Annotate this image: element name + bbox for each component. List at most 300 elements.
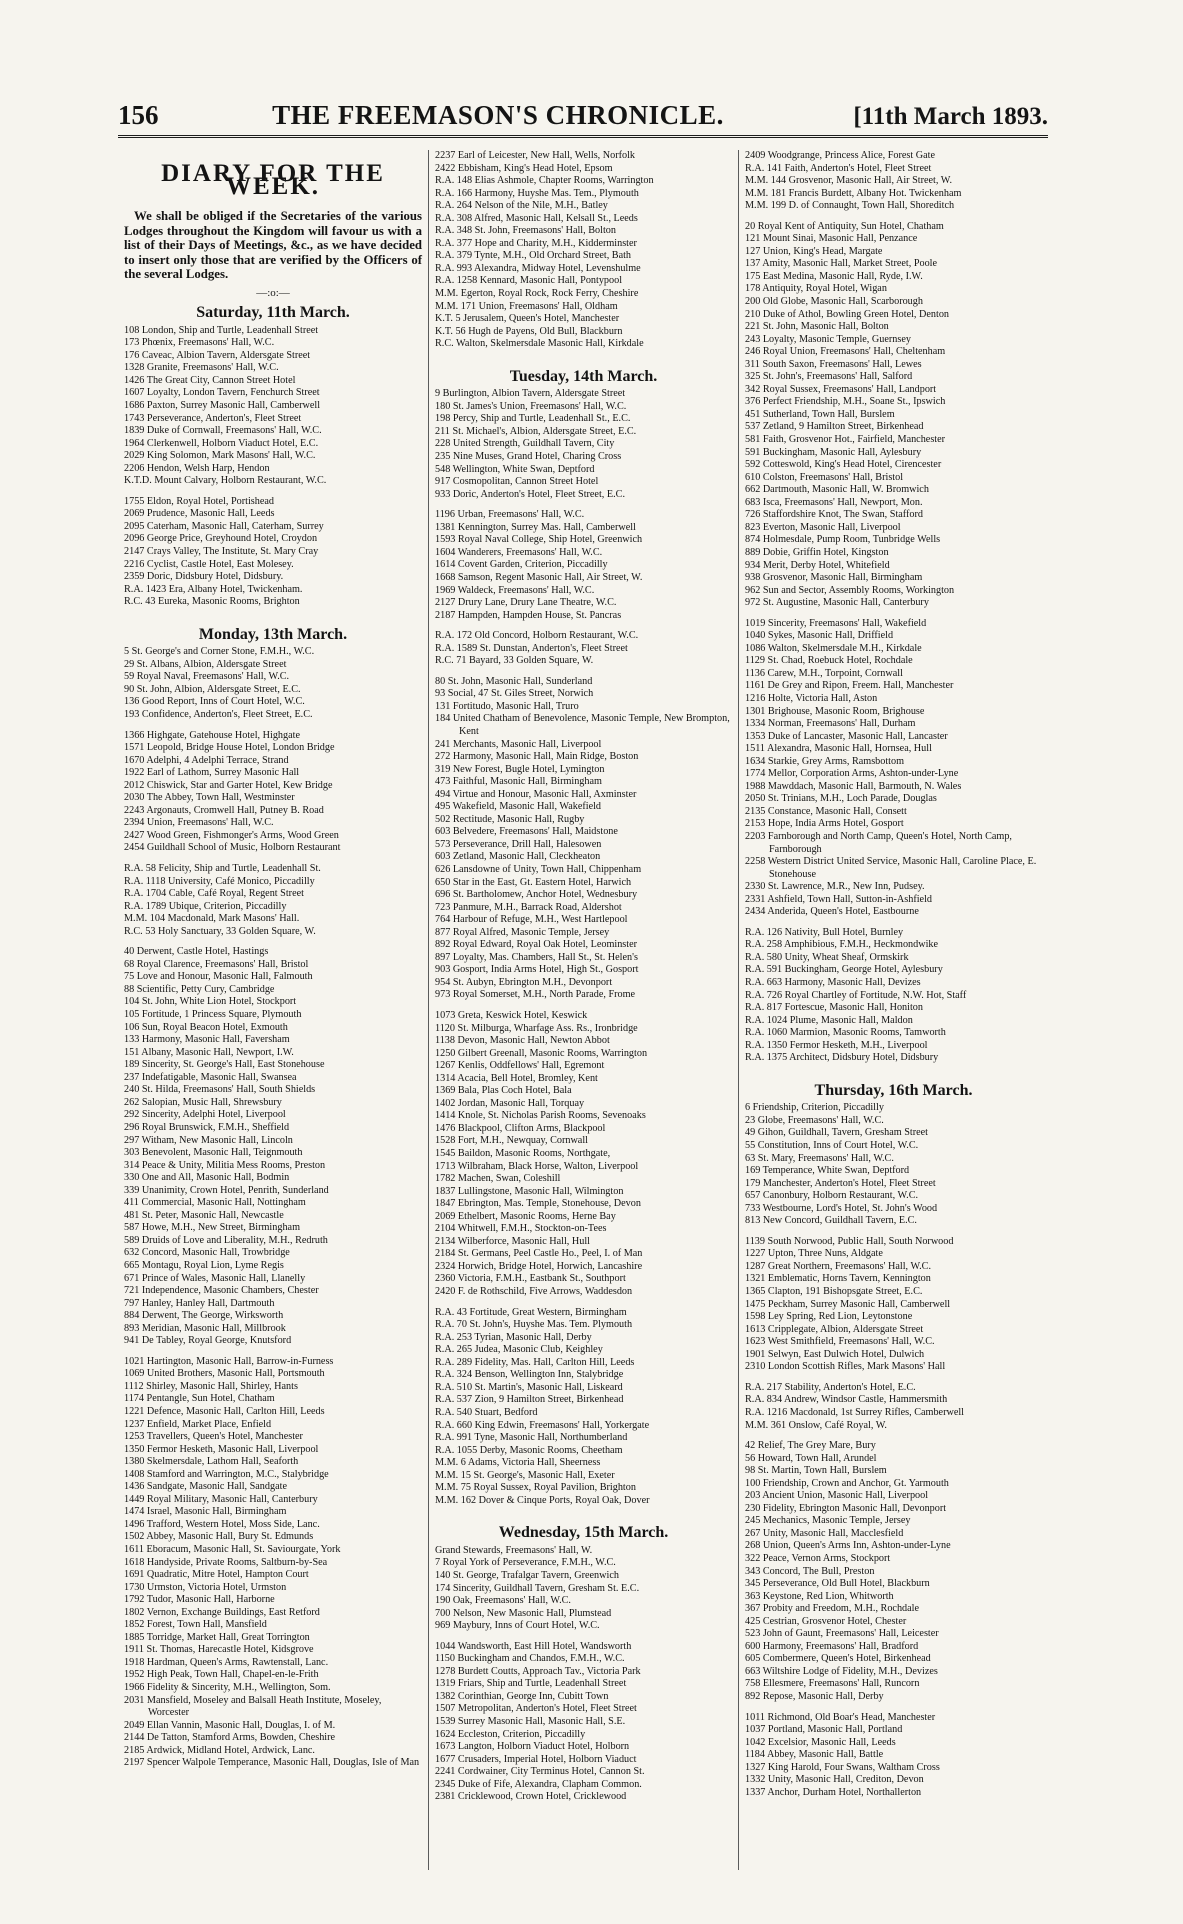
lodge-entry: 671 Prince of Wales, Masonic Hall, Llanelly [124,1272,306,1284]
lodge-entry: R.A. 660 King Edwin, Freemasons' Hall, Yorkergate [435,1419,650,1431]
lodge-entry: M.M. 199 D. of Connaught, Town Hall, Shoreditch [745,200,955,212]
lodge-entry: 592 Cotteswold, King's Head Hotel, Cirencester [745,459,942,471]
lodge-entry: R.A. 726 Royal Chartley of Fortitude, N.W. Hot, Staff [745,989,967,1001]
lodge-entry: 230 Fidelity, Ebrington Masonic Hall, Devonport [745,1502,947,1514]
lodge-entry: 42 Relief, The Grey Mare, Bury [745,1440,876,1452]
lodge-entry: 2147 Crays Valley, The Institute, St. Mary Cray [124,545,319,557]
lodge-entry: 1174 Pentangle, Sun Hotel, Chatham [124,1393,275,1405]
lodge-entry: R.A. 264 Nelson of the Nile, M.H., Batley [435,200,608,212]
lodge-entry: 1321 Emblematic, Horns Tavern, Kennington [745,1273,931,1285]
lodge-entry: 473 Faithful, Masonic Hall, Birmingham [435,776,602,788]
lodge-entry: 1120 St. Milburga, Wharfage Ass. Rs., Ironbridge [435,1022,638,1034]
lodge-entry: 2241 Cordwainer, City Terminus Hotel, Cannon St. [435,1766,645,1778]
lodge-entry: M.M. 361 Onslow, Café Royal, W. [745,1419,887,1431]
lodge-entry: 1966 Fidelity & Sincerity, M.H., Wellington, Som. [124,1682,331,1694]
lodge-entry: 2216 Cyclist, Castle Hotel, East Molesey. [124,558,294,570]
lodge-entry: R.A. 379 Tynte, M.H., Old Orchard Street, Bath [435,250,632,262]
lodge-entry: 813 New Concord, Guildhall Tavern, E.C. [745,1215,917,1227]
lodge-entry: 240 St. Hilda, Freemasons' Hall, South Shields [124,1084,316,1096]
lodge-entry: R.A. 1024 Plume, Masonic Hall, Maldon [745,1014,913,1026]
lodge-entry: 1539 Surrey Masonic Hall, Masonic Hall, S.E. [435,1715,626,1727]
lodge-entry: 2096 George Price, Greyhound Hotel, Croydon [124,533,318,545]
lodge-entry: 297 Witham, New Masonic Hall, Lincoln [124,1134,293,1146]
lodge-entry: 68 Royal Clarence, Freemasons' Hall, Bristol [124,958,309,970]
lodge-entry: 1129 St. Chad, Roebuck Hotel, Rochdale [745,655,913,667]
lodge-entry: 1334 Norman, Freemasons' Hall, Durham [745,718,916,730]
lodge-entry: 190 Oak, Freemasons' Hall, W.C. [435,1595,571,1607]
lodge-entry: 451 Sutherland, Town Hall, Burslem [745,408,895,420]
lodge-entry: K.T. 5 Jerusalem, Queen's Hotel, Manchester [435,313,620,325]
lodge-entry: 2197 Spencer Walpole Temperance, Masonic Hall, Douglas, Isle of Man [124,1757,420,1769]
lodge-entry: 1414 Knole, St. Nicholas Parish Rooms, Sevenoaks [435,1110,646,1122]
lodge-entry: 917 Cosmopolitan, Cannon Street Hotel [435,476,599,488]
lodge-entry: 55 Constitution, Inns of Court Hotel, W.C. [745,1140,919,1152]
lodge-entry: 1969 Waldeck, Freemasons' Hall, W.C. [435,584,595,596]
lodge-entry: 1350 Fermor Hesketh, Masonic Hall, Liverpool [124,1443,319,1455]
lodge-entry: 325 St. John's, Freemasons' Hall, Salford [745,371,913,383]
lodge-entry: R.A. 991 Tyne, Masonic Hall, Northumberland [435,1432,628,1444]
lodge-entry: R.A. 663 Harmony, Masonic Hall, Devizes [745,977,921,988]
day-heading: Thursday, 16th March. [814,1081,973,1099]
lodge-entry: 548 Wellington, White Swan, Deptford [435,463,595,475]
lodge-entry: 969 Maybury, Inns of Court Hotel, W.C. [435,1620,600,1632]
lodge-entry: 2134 Wilberforce, Masonic Hall, Hull [435,1235,591,1247]
lodge-entry: 954 St. Aubyn, Ebrington M.H., Devonport [435,976,613,988]
lodge-entry: R.A. 1350 Fermor Hesketh, M.H., Liverpool [745,1039,928,1051]
lodge-entry: 973 Royal Somerset, M.H., North Parade, Frome [435,989,636,1001]
lodge-entry: 241 Merchants, Masonic Hall, Liverpool [435,738,602,750]
lodge-entry: M.M. 181 Francis Burdett, Albany Hot. Twickenham [745,187,962,199]
lodge-entry: 376 Perfect Friendship, M.H., Soane St., Ipswich [745,396,946,408]
lodge-entry: 211 St. Michael's, Albion, Aldersgate Street, E.C. [435,425,637,437]
lodge-entry: 1607 Loyalty, London Tavern, Fenchurch Street [124,387,320,399]
lodge-entry: 2324 Horwich, Bridge Hotel, Horwich, Lancashire [435,1260,643,1272]
lodge-entry: 1382 Corinthian, George Inn, Cubitt Town [435,1690,609,1702]
lodge-entry: 6 Friendship, Criterion, Piccadilly [745,1102,884,1114]
lodge-entry: 700 Nelson, New Masonic Hall, Plumstead [435,1607,612,1619]
lodge-entry: R.A. 993 Alexandra, Midway Hotel, Levenshulme [435,262,641,274]
lodge-entry: 1073 Greta, Keswick Hotel, Keswick [435,1010,588,1021]
lodge-entry: 1624 Eccleston, Criterion, Piccadilly [435,1728,586,1740]
lodge-entry: 1792 Tudor, Masonic Hall, Harborne [124,1594,275,1606]
lodge-entry: 292 Sincerity, Adelphi Hotel, Liverpool [124,1109,286,1121]
lodge-entry: 93 Social, 47 St. Giles Street, Norwich [435,688,594,700]
lodge-entry: M.M. Egerton, Royal Rock, Rock Ferry, Cheshire [435,288,639,300]
lodge-entry: 1604 Wanderers, Freemasons' Hall, W.C. [435,546,603,558]
lodge-entry: 726 Staffordshire Knot, The Swan, Stafford [745,509,923,521]
lodge-entry: 603 Zetland, Masonic Hall, Cleckheaton [435,851,601,863]
lodge-entry: 523 John of Gaunt, Freemasons' Hall, Leicester [745,1628,939,1640]
lodge-entry: R.A. 1375 Architect, Didsbury Hotel, Didsbury [745,1052,939,1064]
page-header [118,90,1048,138]
lodge-entry: R.A. 1060 Marmion, Masonic Rooms, Tamworth [745,1027,946,1039]
lodge-entry: 176 Caveac, Albion Tavern, Aldersgate Street [124,349,311,361]
column-3 [738,150,1048,1870]
lodge-entry: 272 Harmony, Masonic Hall, Main Ridge, Boston [435,751,639,763]
lodge-entry: 1507 Metropolitan, Anderton's Hotel, Fleet Street [435,1703,637,1715]
lodge-entry: 237 Indefatigable, Masonic Hall, Swansea [124,1071,297,1083]
lodge-entry: 193 Confidence, Anderton's, Fleet Street, E.C. [124,709,313,720]
diary-separator: —:o:— [256,286,290,299]
lodge-entry: M.M. 15 St. George's, Masonic Hall, Exeter [435,1469,615,1481]
day-heading: Wednesday, 15th March. [498,1524,669,1542]
lodge-entry: 1436 Sandgate, Masonic Hall, Sandgate [124,1481,287,1493]
lodge-entry: 626 Lansdowne of Unity, Town Hall, Chippenham [435,863,642,875]
lodge-entry: 1614 Covent Garden, Criterion, Piccadilly [435,559,608,571]
lodge-entry: R.A. 348 St. John, Freemasons' Hall, Bolton [435,225,616,237]
lodge-entry: 823 Everton, Masonic Hall, Liverpool [745,521,901,533]
lodge-entry: 581 Faith, Grosvenor Hot., Fairfield, Manchester [745,434,946,446]
lodge-entry: 1885 Torridge, Market Hall, Great Torrington [124,1631,310,1643]
lodge-entry: 2144 De Tatton, Stamford Arms, Bowden, Cheshire [124,1732,336,1744]
lodge-entry: 481 St. Peter, Masonic Hall, Newcastle [124,1209,284,1221]
lodge-entry: 721 Independence, Masonic Chambers, Chester [124,1285,319,1297]
lodge-entry: R.A. 1423 Era, Albany Hotel, Twickenham. [124,583,303,595]
lodge-entry: 1353 Duke of Lancaster, Masonic Hall, Lancaster [745,730,948,742]
lodge-entry: 1618 Handyside, Private Rooms, Saltburn-by-Sea [124,1556,328,1568]
lodge-entry: 1474 Israel, Masonic Hall, Birmingham [124,1506,287,1518]
lodge-entry: 178 Antiquity, Royal Hotel, Wigan [745,283,887,295]
lodge-entry: 189 Sincerity, St. George's Hall, East Stonehouse [124,1059,325,1071]
lodge-entry: Grand Stewards, Freemasons' Hall, W. [435,1544,593,1556]
lodge-entry: 1086 Walton, Skelmersdale M.H., Kirkdale [745,642,922,654]
lodge-entry: R.C. 43 Eureka, Masonic Rooms, Brighton [124,596,300,608]
lodge-entry: 267 Unity, Masonic Hall, Macclesfield [745,1527,904,1539]
lodge-entry: 59 Royal Naval, Freemasons' Hall, W.C. [124,671,290,683]
lodge-entry: 797 Hanley, Hanley Hall, Dartmouth [124,1297,275,1309]
lodge-entry: 221 St. John, Masonic Hall, Bolton [745,321,889,333]
lodge-entry: 662 Dartmouth, Masonic Hall, W. Bromwich [745,484,929,496]
lodge-entry: 1328 Granite, Freemasons' Hall, W.C. [124,362,279,374]
lodge-entry: 2127 Drury Lane, Drury Lane Theatre, W.C. [435,597,617,609]
lodge-entry: 1952 High Peak, Town Hall, Chapel-en-le-Frith [124,1669,319,1681]
lodge-entry: 2184 St. Germans, Peel Castle Ho., Peel, I. of Man [435,1248,643,1260]
lodge-entry: 1011 Richmond, Old Boar's Head, Manchester [745,1711,936,1723]
lodge-entry: M.M. 171 Union, Freemasons' Hall, Oldham [435,300,618,312]
lodge-entry: 733 Westbourne, Lord's Hotel, St. John's Wood [745,1202,938,1214]
lodge-entry: 175 East Medina, Masonic Hall, Ryde, I.W. [745,270,923,282]
lodge-entry: R.C. 53 Holy Sanctuary, 33 Golden Square, W. [124,925,316,937]
day-heading: Tuesday, 14th March. [509,367,658,385]
lodge-entry: 2069 Ethelbert, Masonic Rooms, Herne Bay [435,1210,616,1222]
lodge-entry: 40 Derwent, Castle Hotel, Hastings [124,946,269,958]
lodge-entry: 903 Gosport, India Arms Hotel, High St., Gosport [435,964,639,976]
lodge-entry: 2345 Duke of Fife, Alexandra, Clapham Common. [435,1778,642,1790]
issue-date: [11th March 1893. [853,103,1048,130]
lodge-entry: 319 New Forest, Bugle Hotel, Lymington [435,763,605,775]
lodge-entry: R.A. 537 Zion, 9 Hamilton Street, Birkenhead [435,1394,624,1406]
lodge-entry: 184 United Chatham of Benevolence, Masonic Temple, New Brompton, Kent [435,713,730,737]
lodge-entry: 425 Cestrian, Grosvenor Hotel, Chester [745,1615,907,1627]
lodge-entry: 1369 Bala, Plas Coch Hotel, Bala [435,1085,572,1097]
lodge-entry: 9 Burlington, Albion Tavern, Aldersgate Street [435,388,626,400]
lodge-entry: 962 Sun and Sector, Assembly Rooms, Workington [745,584,955,596]
lodge-entry: 49 Gihon, Guildhall, Tavern, Gresham Street [745,1127,929,1139]
lodge-entry: 1774 Mellor, Corporation Arms, Ashton-under-Lyne [745,768,959,780]
lodge-entry: 1686 Paxton, Surrey Masonic Hall, Camberwell [124,399,321,411]
lodge-entry: 1922 Earl of Lathom, Surrey Masonic Hall [124,767,300,779]
lodge-entry: 235 Nine Muses, Grand Hotel, Charing Cross [435,451,622,463]
lodge-entry: 1139 South Norwood, Public Hall, South Norwood [745,1235,954,1247]
lodge-entry: 2030 The Abbey, Town Hall, Westminster [124,792,295,804]
lodge-entry: 1691 Quadratic, Mitre Hotel, Hampton Court [124,1569,309,1581]
lodge-entry: R.A. 591 Buckingham, George Hotel, Aylesbury [745,964,943,976]
column-2 [428,150,738,1870]
lodge-entry: 246 Royal Union, Freemasons' Hall, Cheltenham [745,346,946,358]
lodge-entry: 1044 Wandsworth, East Hill Hotel, Wandsworth [435,1640,632,1652]
lodge-entry: R.A. 141 Faith, Anderton's Hotel, Fleet Street [745,162,932,174]
lodge-entry: 1571 Leopold, Bridge House Hotel, London Bridge [124,742,335,754]
lodge-entry: 2427 Wood Green, Fishmonger's Arms, Wood Green [124,829,339,841]
lodge-entry: 330 One and All, Masonic Hall, Bodmin [124,1172,290,1184]
lodge-entry: 1136 Carew, M.H., Torpoint, Cornwall [745,667,903,679]
lodge-entry: 151 Albany, Masonic Hall, Newport, I.W. [124,1046,294,1058]
lodge-entry: 106 Sun, Royal Beacon Hotel, Exmouth [124,1021,288,1033]
lodge-entry: 934 Merit, Derby Hotel, Whitefield [745,559,890,571]
lodge-entry: 1713 Wilbraham, Black Horse, Walton, Liverpool [435,1160,639,1172]
lodge-entry: 1673 Langton, Holborn Viaduct Hotel, Holborn [435,1741,630,1753]
lodge-entry: 1042 Excelsior, Masonic Hall, Leeds [745,1736,896,1748]
lodge-entry: 1449 Royal Military, Masonic Hall, Canterbury [124,1493,318,1505]
lodge-entry: 2012 Chiswick, Star and Garter Hotel, Kew Bridge [124,779,333,791]
lodge-entry: R.A. 217 Stability, Anderton's Hotel, E.C. [745,1381,916,1393]
lodge-entry: 2104 Whitwell, F.M.H., Stockton-on-Tees [435,1223,607,1235]
lodge-entry: 1161 De Grey and Ripon, Freem. Hall, Manchester [745,680,954,692]
lodge-entry: 884 Derwent, The George, Wirksworth [124,1310,284,1322]
lodge-entry: M.M. 75 Royal Sussex, Royal Pavilion, Brighton [435,1482,636,1494]
lodge-entry: 342 Royal Sussex, Freemasons' Hall, Landport [745,383,937,395]
lodge-entry: 2203 Farnborough and North Camp, Queen's Hotel, North Camp, Farnborough [745,830,1012,855]
lodge-entry: R.A. 1704 Cable, Café Royal, Regent Street [124,888,304,900]
journal-title: THE FREEMASON'S CHRONICLE. [272,100,724,130]
lodge-entry: 1314 Acacia, Bell Hotel, Bromley, Kent [435,1072,598,1084]
lodge-entry: 20 Royal Kent of Antiquity, Sun Hotel, Chatham [745,220,944,232]
lodge-entry: 7 Royal York of Perseverance, F.M.H., W.C. [435,1557,616,1569]
lodge-entry: R.C. 71 Bayard, 33 Golden Square, W. [435,655,594,667]
lodge-entry: 1287 Great Northern, Freemasons' Hall, W.C. [745,1260,932,1272]
lodge-entry: R.A. 126 Nativity, Bull Hotel, Burnley [745,926,904,938]
lodge-entry: 1366 Highgate, Gatehouse Hotel, Highgate [124,729,300,741]
lodge-entry: 573 Perseverance, Drill Hall, Halesowen [435,838,602,850]
lodge-entry: 2135 Constance, Masonic Hall, Consett [745,805,907,817]
lodge-entry: 683 Isca, Freemasons' Hall, Newport, Mon. [745,496,923,508]
lodge-entry: 1528 Fort, M.H., Newquay, Cornwall [435,1135,588,1147]
lodge-entry: 180 St. James's Union, Freemasons' Hall, W.C. [435,400,627,412]
lodge-entry: 1677 Crusaders, Imperial Hotel, Holborn Viaduct [435,1753,637,1765]
lodge-entry: 174 Sincerity, Guildhall Tavern, Gresham St. E.C. [435,1582,640,1594]
lodge-entry: 1301 Brighouse, Masonic Room, Brighouse [745,705,925,717]
lodge-entry: 1184 Abbey, Masonic Hall, Battle [745,1749,884,1761]
lodge-entry: 1319 Friars, Ship and Turtle, Leadenhall Street [435,1678,627,1690]
lodge-entry: R.A. 166 Harmony, Huyshe Mas. Tem., Plymouth [435,187,639,199]
lodge-entry: R.A. 43 Fortitude, Great Western, Birmingham [435,1306,627,1318]
lodge-entry: 1221 Defence, Masonic Hall, Carlton Hill, Leeds [124,1405,325,1417]
diary-title: DIARY FOR THE WEEK. [161,160,385,200]
lodge-entry: R.A. 258 Amphibious, F.M.H., Heckmondwike [745,939,939,951]
lodge-entry: 345 Perseverance, Old Bull Hotel, Blackburn [745,1578,930,1590]
lodge-entry: 1150 Buckingham and Chandos, F.M.H., W.C. [435,1653,625,1665]
lodge-entry: 2258 Western District United Service, Masonic Hall, Caroline Place, E. Stonehouse [745,856,1037,880]
lodge-entry: 587 Howe, M.H., New Street, Birmingham [124,1222,300,1234]
lodge-entry: 1511 Alexandra, Masonic Hall, Hornsea, Hull [745,743,932,755]
lodge-entry: 610 Colston, Freemasons' Hall, Bristol [745,471,904,483]
lodge-entry: 2360 Victoria, F.M.H., Eastbank St., Southport [435,1273,626,1285]
lodge-entry: 2330 St. Lawrence, M.R., New Inn, Pudsey. [745,881,925,893]
lodge-entry: 1901 Selwyn, East Dulwich Hotel, Dulwich [745,1348,925,1360]
lodge-entry: 941 De Tabley, Royal George, Knutsford [124,1335,292,1347]
lodge-entry: R.A. 1055 Derby, Masonic Rooms, Cheetham [435,1444,623,1456]
lodge-entry: 2049 Ellan Vannin, Masonic Hall, Douglas, I. of M. [124,1719,336,1731]
lodge-entry: 758 Ellesmere, Freemasons' Hall, Runcorn [745,1678,920,1690]
lodge-entry: 1327 King Harold, Four Swans, Waltham Cross [745,1761,940,1773]
lodge-entry: 90 St. John, Albion, Aldersgate Street, E.C. [124,683,301,695]
lodge-entry: 2454 Guildhall School of Music, Holborn Restaurant [124,842,341,854]
lodge-entry: 972 St. Augustine, Masonic Hall, Canterbury [745,597,929,609]
lodge-entry: 1802 Vernon, Exchange Buildings, East Retford [124,1606,320,1618]
lodge-entry: R.A. 324 Benson, Wellington Inn, Stalybridge [435,1369,624,1381]
lodge-entry: 56 Howard, Town Hall, Arundel [745,1452,877,1464]
lodge-entry: 98 St. Martin, Town Hall, Burslem [745,1465,887,1477]
lodge-entry: 494 Virtue and Honour, Masonic Hall, Axminster [435,788,637,800]
lodge-entry: 2420 F. de Rothschild, Five Arrows, Waddesdon [435,1286,633,1298]
lodge-entry: 665 Montagu, Royal Lion, Lyme Regis [124,1259,284,1271]
lodge-entry: 322 Peace, Vernon Arms, Stockport [745,1552,891,1564]
lodge-entry: 23 Globe, Freemasons' Hall, W.C. [745,1114,884,1126]
lodge-entry: 1237 Enfield, Market Place, Enfield [124,1418,272,1430]
lodge-entry: 203 Ancient Union, Masonic Hall, Liverpool [745,1490,929,1502]
lodge-entry: 1852 Forest, Town Hall, Mansfield [124,1619,267,1631]
lodge-entry: 198 Percy, Ship and Turtle, Leadenhall St., E.C. [435,413,631,425]
lodge-entry: 108 London, Ship and Turtle, Leadenhall Street [124,324,319,336]
lodge-entry: 657 Canonbury, Holborn Restaurant, W.C. [745,1190,919,1202]
lodge-entry: 1227 Upton, Three Nuns, Aldgate [745,1248,883,1260]
lodge-entry: M.M. 6 Adams, Victoria Hall, Sheerness [435,1457,601,1469]
lodge-entry: R.A. 289 Fidelity, Mas. Hall, Carlton Hill, Leeds [435,1356,635,1368]
lodge-entry: 2331 Ashfield, Town Hall, Sutton-in-Ashfield [745,893,932,905]
page-number: 156 [118,100,159,130]
lodge-entry: 589 Druids of Love and Liberality, M.H., Redruth [124,1234,328,1246]
lodge-entry: 2069 Prudence, Masonic Hall, Leeds [124,508,275,520]
lodge-entry: 1365 Clapton, 191 Bishopsgate Street, E.C. [745,1286,923,1298]
lodge-entry: 1847 Ebrington, Mas. Temple, Stonehouse, Devon [435,1198,641,1210]
day-heading: Monday, 13th March. [198,625,348,643]
lodge-entry: 1278 Burdett Coutts, Approach Tav., Victoria Park [435,1665,641,1677]
lodge-entry: R.A. 253 Tyrian, Masonic Hall, Derby [435,1331,592,1343]
lodge-entry: 363 Keystone, Red Lion, Whitworth [745,1590,894,1602]
lodge-entry: 1250 Gilbert Greenall, Masonic Rooms, Warrington [435,1047,648,1059]
lodge-entry: 2206 Hendon, Welsh Harp, Hendon [124,462,270,474]
lodge-entry: 1267 Kenlis, Oddfellows' Hall, Egremont [435,1060,605,1072]
lodge-entry: R.A. 265 Judea, Masonic Club, Keighley [435,1344,603,1356]
lodge-entry: R.A. 580 Unity, Wheat Sheaf, Ormskirk [745,951,909,963]
lodge-entry: 600 Harmony, Freemasons' Hall, Bradford [745,1640,919,1652]
lodge-entry: 1337 Anchor, Durham Hotel, Northallerton [745,1786,922,1798]
lodge-entry: 5 St. George's and Corner Stone, F.M.H., W.C. [124,646,315,658]
lodge-entry: 2237 Earl of Leicester, New Hall, Wells, Norfolk [435,150,636,161]
lodge-entry: 591 Buckingham, Masonic Hall, Aylesbury [745,446,922,458]
diary-intro: We shall be obliged if the Secretaries of the various Lodges throughout the Kingdom will favour us with a list of their Days of Meetings, &c., as we have decided to insert only those that are verified by the Officers of the several Lodges. [124,209,422,282]
lodge-entry: 2029 King Solomon, Mark Masons' Hall, W.C. [124,450,316,462]
lodge-entry: 605 Combermere, Queen's Hotel, Birkenhead [745,1653,931,1665]
lodge-entry: 1837 Lullingstone, Masonic Hall, Wilmington [435,1185,624,1197]
lodge-entry: M.M. 162 Dover & Cinque Ports, Royal Oak, Dover [435,1494,650,1506]
lodge-entry: 131 Fortitudo, Masonic Hall, Truro [435,700,579,712]
lodge-entry: 663 Wiltshire Lodge of Fidelity, M.H., Devizes [745,1665,938,1677]
lodge-entry: 1037 Portland, Masonic Hall, Portland [745,1724,903,1736]
lodge-entry: 133 Harmony, Masonic Hall, Faversham [124,1034,290,1046]
lodge-entry: 228 United Strength, Guildhall Tavern, City [435,438,615,450]
lodge-entry: R.A. 1118 University, Café Monico, Piccadilly [124,875,315,887]
lodge-entry: 121 Mount Sinai, Masonic Hall, Penzance [745,233,918,245]
lodge-entry: 173 Phœnix, Freemasons' Hall, W.C. [124,337,275,349]
day-heading: Saturday, 11th March. [196,304,350,322]
lodge-entry: 1381 Kennington, Surrey Mas. Hall, Camberwell [435,521,636,533]
lodge-entry: R.A. 148 Elias Ashmole, Chapter Rooms, Warrington [435,175,654,187]
lodge-entry: 136 Good Report, Inns of Court Hotel, W.C. [124,696,305,708]
lodge-entry: 245 Mechanics, Masonic Temple, Jersey [745,1515,911,1527]
lodge-entry: 1623 West Smithfield, Freemasons' Hall, W.C. [745,1336,935,1348]
lodge-entry: 1502 Abbey, Masonic Hall, Bury St. Edmunds [124,1531,314,1543]
lodge-entry: 411 Commercial, Masonic Hall, Nottingham [124,1197,306,1209]
lodge-entry: 933 Doric, Anderton's Hotel, Fleet Street, E.C. [435,488,625,500]
lodge-entry: 1019 Sincerity, Freemasons' Hall, Wakefield [745,617,927,629]
lodge-entry: 537 Zetland, 9 Hamilton Street, Birkenhead [745,421,924,433]
lodge-entry: R.A. 308 Alfred, Masonic Hall, Kelsall St., Leeds [435,212,638,224]
lodge-entry: 1911 St. Thomas, Harecastle Hotel, Kidsgrove [124,1644,314,1656]
lodge-entry: 140 St. George, Trafalgar Tavern, Greenwich [435,1569,619,1581]
lodge-entry: 892 Repose, Masonic Hall, Derby [745,1690,884,1702]
lodge-entry: 1402 Jordan, Masonic Hall, Torquay [435,1097,585,1109]
lodge-entry: 88 Scientific, Petty Cury, Cambridge [124,983,275,995]
lodge-entry: 210 Duke of Athol, Bowling Green Hotel, Denton [745,308,950,320]
lodge-entry: 1918 Hardman, Queen's Arms, Rawtenstall, Lanc. [124,1656,329,1668]
lodge-entry: 75 Love and Honour, Masonic Hall, Falmouth [124,971,313,983]
lodge-entry: 367 Probity and Freedom, M.H., Rochdale [745,1603,920,1615]
lodge-entry: R.A. 1789 Ubique, Criterion, Piccadilly [124,900,287,912]
lodge-entry: 311 South Saxon, Freemasons' Hall, Lewes [745,358,922,370]
lodge-entry: 200 Old Globe, Masonic Hall, Scarborough [745,296,923,308]
lodge-entry: 1545 Baildon, Masonic Rooms, Northgate, [435,1148,611,1160]
lodge-entry: 127 Union, King's Head, Margate [745,245,883,257]
lodge-entry: M.M. 144 Grosvenor, Masonic Hall, Air Street, W. [745,175,953,187]
lodge-entry: 2095 Caterham, Masonic Hall, Caterham, Surrey [124,520,324,532]
lodge-entry: 29 St. Albans, Albion, Aldersgate Street [124,658,287,670]
lodge-entry: 1730 Urmston, Victoria Hotel, Urmston [124,1581,287,1593]
lodge-entry: 650 Star in the East, Gt. Eastern Hotel, Harwich [435,876,632,888]
lodge-entry: 2050 St. Trinians, M.H., Loch Parade, Douglas [745,793,937,805]
lodge-entry: 1040 Sykes, Masonic Hall, Driffield [745,630,894,642]
lodge-entry: 1408 Stamford and Warrington, M.C., Stalybridge [124,1468,329,1480]
lodge-entry: R.A. 70 St. John's, Huyshe Mas. Tem. Plymouth [435,1319,633,1331]
lodge-entry: 723 Panmure, M.H., Barrack Road, Aldershot [435,901,622,913]
lodge-entry: R.A. 1589 St. Dunstan, Anderton's, Fleet Street [435,642,628,654]
lodge-entry: R.A. 377 Hope and Charity, M.H., Kidderminster [435,237,637,249]
lodge-entry: R.A. 817 Fortescue, Masonic Hall, Honiton [745,1002,923,1014]
lodge-entry: 1743 Perseverance, Anderton's, Fleet Street [124,412,302,424]
lodge-entry: 1755 Eldon, Royal Hotel, Portishead [124,495,274,507]
lodge-entry: K.T. 56 Hugh de Payens, Old Bull, Blackburn [435,325,623,337]
lodge-entry: 1069 United Brothers, Masonic Hall, Portsmouth [124,1368,325,1380]
lodge-entry: 63 St. Mary, Freemasons' Hall, W.C. [745,1152,894,1164]
lodge-entry: 2187 Hampden, Hampden House, St. Pancras [435,609,622,621]
lodge-entry: 1670 Adelphi, 4 Adelphi Terrace, Strand [124,754,289,766]
lodge-entry: 2153 Hope, India Arms Hotel, Gosport [745,818,904,830]
lodge-entry: 303 Benevolent, Masonic Hall, Teignmouth [124,1147,303,1159]
lodge-entry: 339 Unanimity, Crown Hotel, Penrith, Sunderland [124,1184,329,1196]
lodge-entry: 495 Wakefield, Masonic Hall, Wakefield [435,801,602,813]
lodge-entry: 2409 Woodgrange, Princess Alice, Forest Gate [745,150,935,161]
lodge-entry: R.A. 58 Felicity, Ship and Turtle, Leadenhall St. [124,863,321,875]
